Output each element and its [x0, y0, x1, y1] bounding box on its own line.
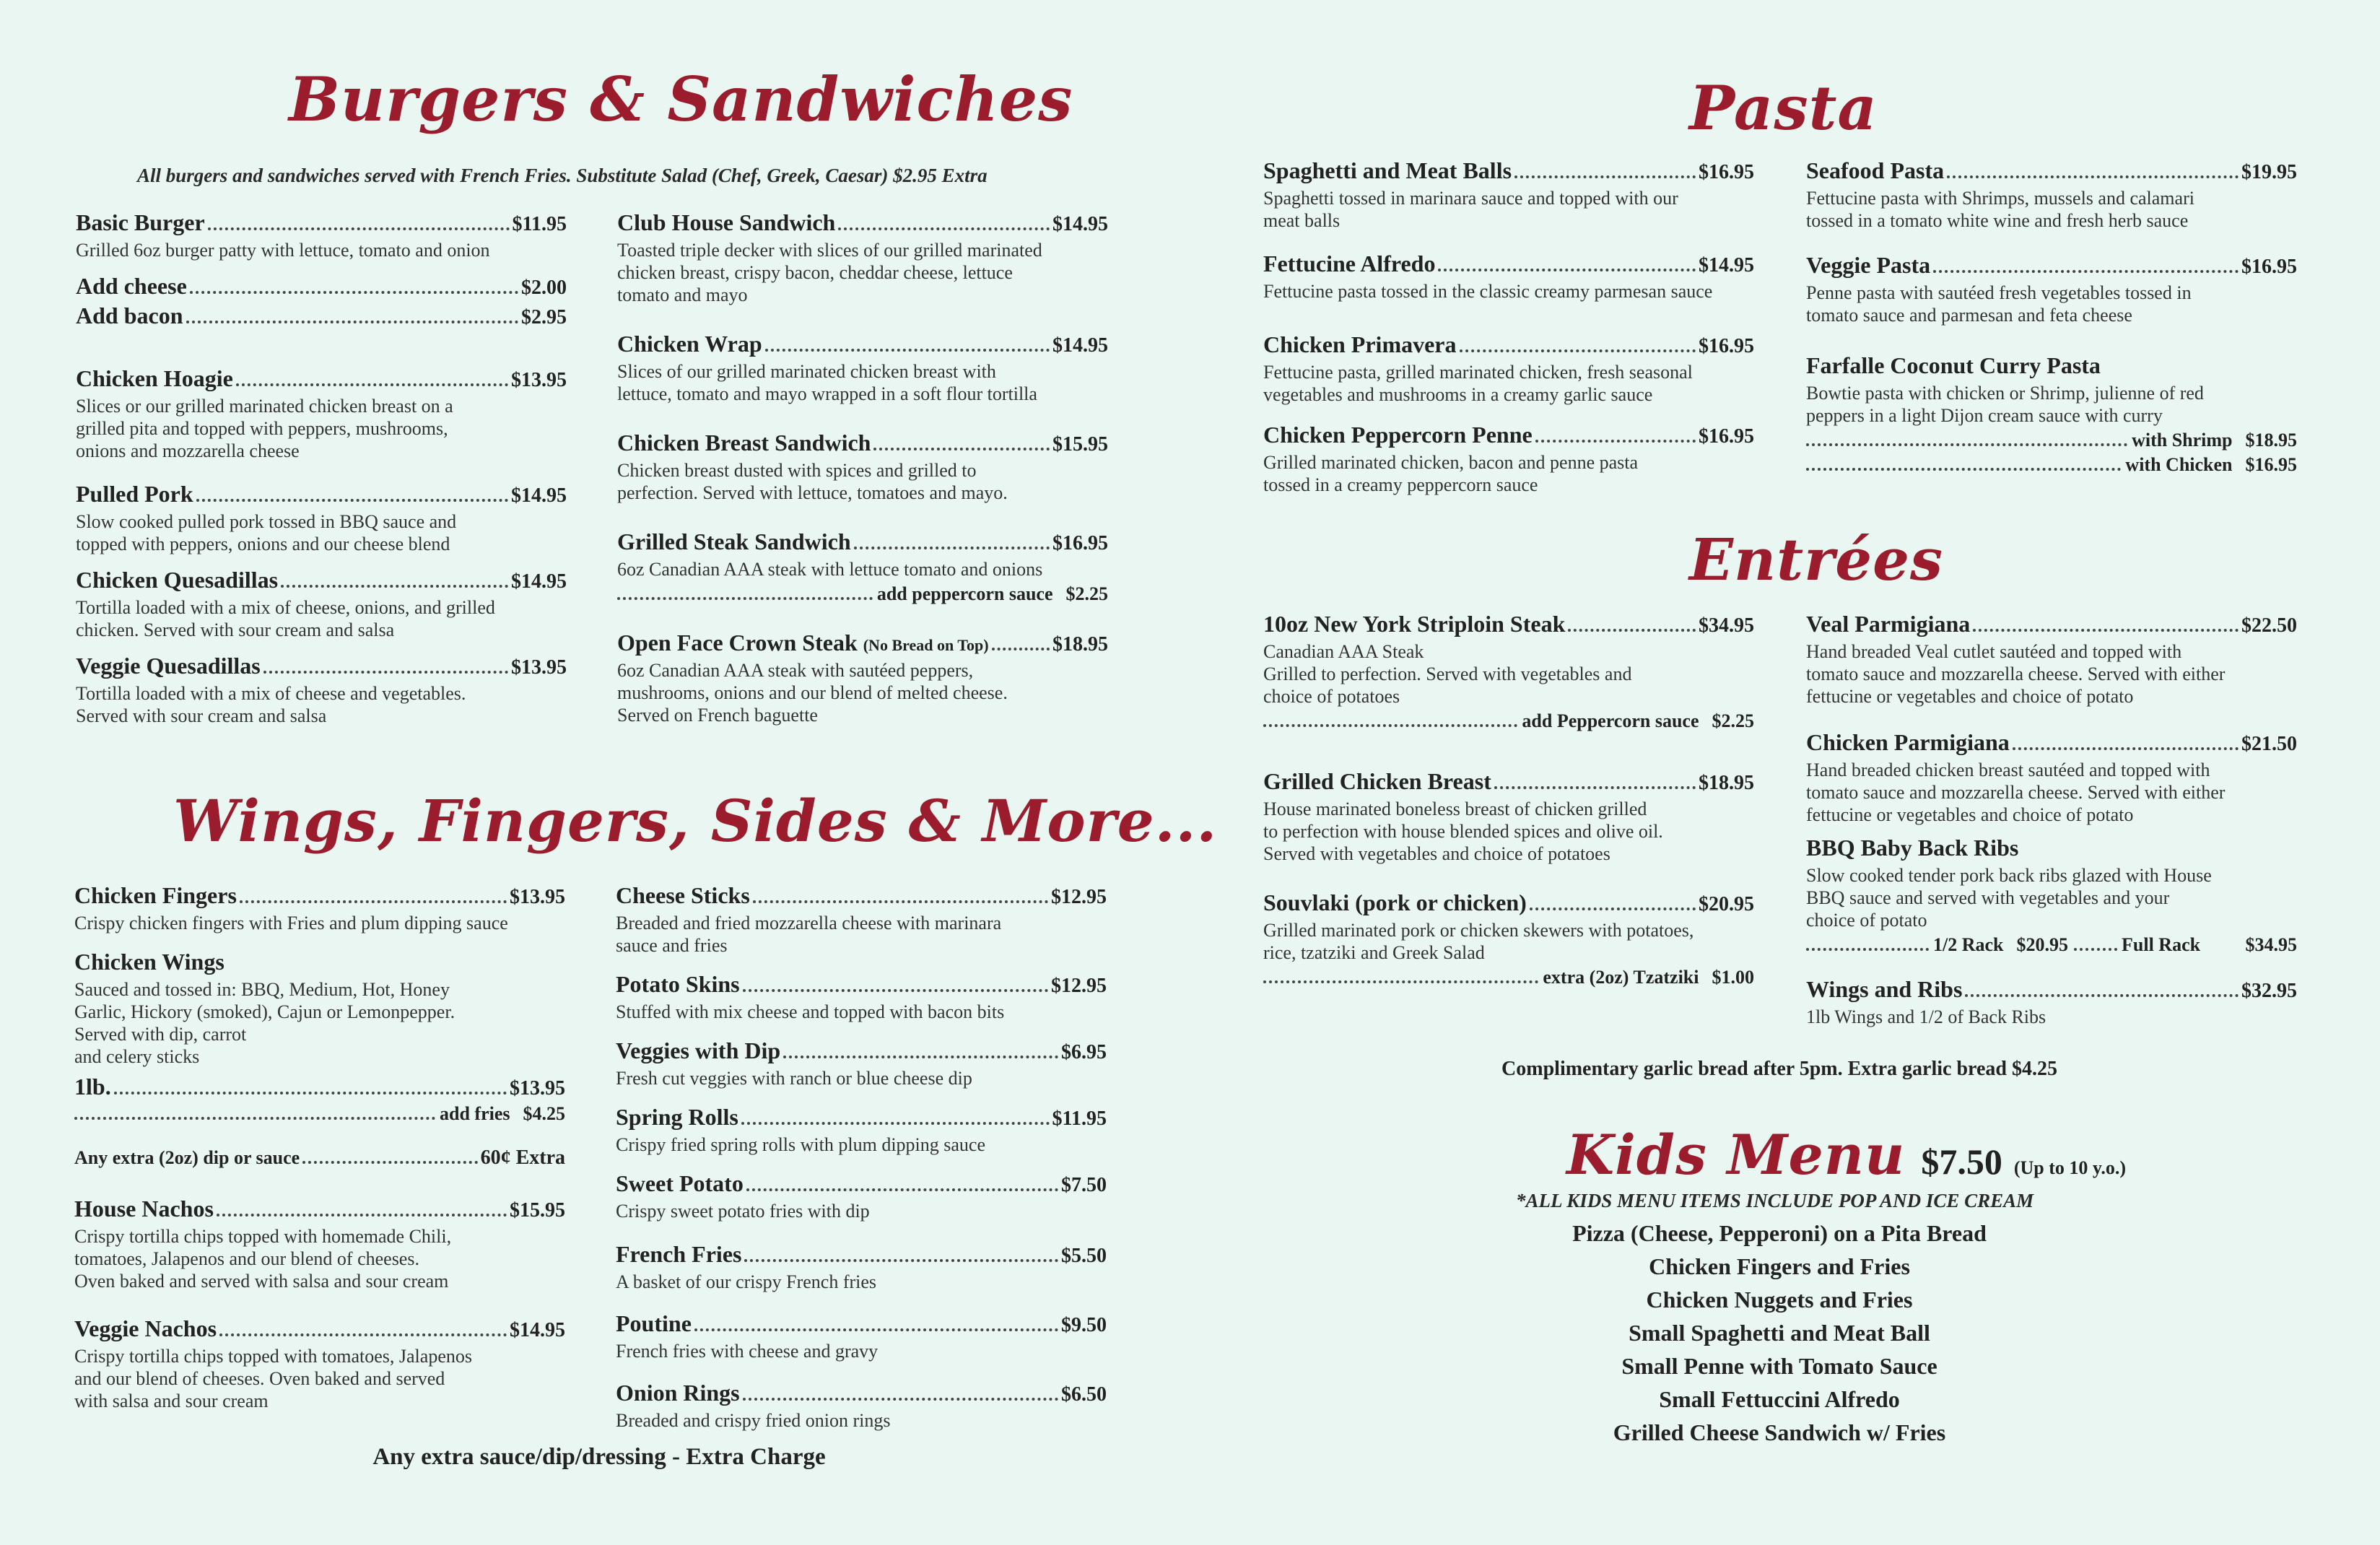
menu-item-description: 6oz Canadian AAA steak with sautéed peppers, mushrooms, onions and our blend of melted cheese. Served on French baguette	[617, 660, 1008, 726]
menu-item-header	[1263, 889, 1754, 916]
sub-option-label: with Shrimp	[2132, 430, 2233, 451]
menu-item-description: Sauced and tossed in: BBQ, Medium, Hot, Honey Garlic, Hickory (smoked), Cajun or Lemonpepper. Served with dip, carrot and celery sticks	[74, 979, 455, 1067]
menu-item-name: Grilled Chicken Breast	[1263, 768, 1491, 794]
dot-leader	[1438, 269, 1696, 271]
dot-leader	[1514, 175, 1696, 178]
dot-leader	[186, 321, 519, 323]
menu-item-name: Chicken Quesadillas	[76, 567, 279, 593]
menu-item-description: Hand breaded chicken breast sautéed and topped with tomato sauce and mozzarella cheese. Served with either fettucine or vegetables and choice of potato	[1806, 760, 2226, 825]
menu-item-name: Chicken Hoagie	[76, 365, 233, 391]
menu-item-name: Open Face Crown Steak	[617, 630, 858, 656]
menu-item-description: Crispy tortilla chips topped with homemade Chili, tomatoes, Jalapenos and our blend of cheeses. Oven baked and served with salsa and sour cream	[74, 1226, 452, 1292]
menu-item-header	[74, 1074, 565, 1100]
menu-item-price: $34.95	[1699, 614, 1754, 637]
dot-leader	[1965, 994, 2239, 997]
menu-item-description: Stuffed with mix cheese and topped with bacon bits	[616, 1001, 1005, 1022]
menu-item-wings-and-ribs	[1806, 976, 2297, 1028]
dot-leader	[753, 900, 1048, 903]
menu-item-price: $18.95	[1699, 772, 1754, 794]
menu-item-header	[617, 630, 1108, 656]
kids-menu-item: Small Fettuccini Alfredo	[1659, 1386, 1900, 1412]
menu-item-description: Crispy chicken fingers with Fries and plum dipping sauce	[74, 913, 508, 933]
menu-item-description: Crispy fried spring rolls with plum dipping sauce	[616, 1134, 986, 1155]
entrees-left-column	[1263, 611, 1754, 988]
half-rack-label: 1/2 Rack	[1933, 934, 2004, 955]
menu-item-header	[617, 430, 1108, 456]
menu-item-header	[1263, 768, 1754, 795]
menu-item-name: Chicken Wings	[74, 949, 225, 975]
menu-item-name: Basic Burger	[76, 209, 205, 235]
menu-item-description: Penne pasta with sautéed fresh vegetables tossed in tomato sauce and parmesan and feta cheese	[1806, 282, 2192, 326]
dot-leader	[992, 648, 1050, 650]
menu-item-price: $16.95	[1699, 425, 1754, 448]
menu-item-description: House marinated boneless breast of chicken grilled to perfection with house blended spices and olive oil. Served with vegetables and choice of potatoes	[1263, 798, 1663, 864]
menu-item-header	[74, 949, 565, 975]
dot-leader	[217, 1214, 507, 1217]
menu-item-header	[617, 209, 1108, 236]
menu-item-open-face-crown-steak	[617, 630, 1108, 726]
menu-item-price: $15.95	[510, 1199, 565, 1222]
pasta-left-column	[1263, 157, 1754, 496]
menu-item-price: $5.50	[1061, 1245, 1107, 1267]
menu-item-price: $14.95	[1699, 254, 1754, 277]
menu-item-price: $16.95	[2241, 256, 2297, 278]
menu-item-description: Fettucine pasta with Shrimps, mussels and calamari tossed in a tomato white wine and fresh herb sauce	[1806, 188, 2194, 231]
pasta-right-column	[1806, 157, 2297, 476]
menu-item-veggie-nachos	[74, 1315, 565, 1412]
dot-leader	[838, 227, 1050, 230]
menu-item-name: 1lb.	[74, 1074, 111, 1100]
menu-item-description: Tortilla loaded with a mix of cheese, onions, and grilled chicken. Served with sour cream and salsa	[76, 597, 495, 640]
menu-item-name: House Nachos	[74, 1196, 214, 1222]
menu-item-spring-rolls	[616, 1104, 1107, 1156]
dot-leader	[219, 1333, 507, 1336]
menu-item-name: Chicken Wrap	[617, 331, 762, 357]
dot-leader	[694, 1328, 1058, 1331]
menu-item-fettucine-alfredo	[1263, 251, 1754, 303]
menu-item-header	[74, 1315, 565, 1342]
menu-item-description: A basket of our crispy French fries	[616, 1271, 877, 1292]
dot-leader	[1806, 948, 1929, 951]
menu-item-price: $13.95	[511, 369, 567, 391]
menu-item-header	[1263, 422, 1754, 448]
menu-item-basic-burger	[76, 209, 567, 261]
menu-item-price: $16.95	[1699, 161, 1754, 183]
menu-item-add-bacon	[76, 303, 567, 329]
menu-item-any-extra-2oz-dip-or-sauce	[74, 1146, 565, 1170]
menu-item-name: Add cheese	[76, 273, 187, 299]
kids-menu-item: Small Spaghetti and Meat Ball	[1629, 1320, 1930, 1346]
sub-option-price: $16.95	[2245, 454, 2297, 475]
menu-item-name: Onion Rings	[616, 1380, 740, 1406]
menu-item-description: 1lb Wings and 1/2 of Back Ribs	[1806, 1006, 2046, 1027]
sub-option-label: add peppercorn sauce	[876, 583, 1053, 604]
dot-leader	[765, 349, 1050, 352]
menu-item-spaghetti-and-meat-balls	[1263, 157, 1754, 232]
dot-leader	[1263, 724, 1517, 727]
wings-left-column	[74, 882, 565, 1412]
menu-item-description: Grilled 6oz burger patty with lettuce, tomato and onion	[76, 240, 490, 261]
menu-item-header	[1263, 251, 1754, 277]
menu-item-name: BBQ Baby Back Ribs	[1806, 835, 2019, 861]
dot-leader	[1535, 440, 1696, 443]
sub-option-price: $2.25	[1712, 710, 1754, 731]
menu-item-price: $12.95	[1051, 975, 1107, 997]
dot-leader	[190, 291, 518, 294]
menu-item-description: Hand breaded Veal cutlet sautéed and topped with tomato sauce and mozzarella cheese. Served with either fettucine or vegetables and choice of potato	[1806, 641, 2226, 707]
dot-leader	[743, 1398, 1058, 1401]
dot-leader	[240, 900, 507, 903]
sub-option	[1806, 454, 2297, 476]
wings-footer: Any extra sauce/dip/dressing - Extra Charge	[372, 1444, 826, 1470]
dot-leader	[114, 1092, 507, 1094]
menu-item-name: Veggies with Dip	[616, 1037, 781, 1063]
menu-item-chicken-primavera	[1263, 331, 1754, 406]
menu-item-chicken-breast-sandwich	[617, 430, 1108, 504]
menu-item-header	[74, 1146, 565, 1170]
menu-item-name: Any extra (2oz) dip or sauce	[74, 1147, 300, 1168]
menu-item-price: $16.95	[1052, 532, 1108, 554]
burgers-right-column	[617, 209, 1108, 726]
sub-option-label: extra (2oz) Tzatziki	[1543, 967, 1699, 988]
menu-item-chicken-quesadillas	[76, 567, 567, 641]
menu-item-description: Fettucine pasta, grilled marinated chicken, fresh seasonal vegetables and mushrooms in a creamy garlic sauce	[1263, 362, 1693, 405]
menu-item-club-house-sandwich	[617, 209, 1108, 306]
menu-item-veal-parmigiana	[1806, 611, 2297, 708]
menu-item-description: Bowtie pasta with chicken or Shrimp, julienne of red peppers in a light Dijon cream sauce with curry	[1806, 383, 2204, 426]
dot-leader	[743, 989, 1048, 992]
menu-item-french-fries	[616, 1241, 1107, 1293]
menu-item-header	[76, 567, 567, 593]
menu-item-name: Chicken Fingers	[74, 882, 237, 908]
menu-item-bbq-baby-back-ribs	[1806, 835, 2297, 956]
menu-item-seafood-pasta	[1806, 157, 2297, 232]
menu-item-header	[76, 653, 567, 679]
dot-leader	[2013, 747, 2239, 750]
menu-item-name: 10oz New York Striploin Steak	[1263, 611, 1566, 637]
menu-item-header	[1806, 729, 2297, 756]
menu-item-description: Breaded and crispy fried onion rings	[616, 1410, 891, 1431]
dot-leader	[783, 1056, 1058, 1058]
menu-item-header	[1806, 157, 2297, 184]
menu-item-header	[1806, 252, 2297, 279]
dot-leader	[1494, 786, 1696, 789]
burgers-note: All burgers and sandwiches served with French Fries. Substitute Salad (Chef, Greek, Caesar) $2.95 Extra	[137, 165, 988, 186]
menu-item-price: $14.95	[511, 484, 567, 507]
dot-leader	[263, 671, 508, 674]
menu-item-description: Slices of our grilled marinated chicken breast with lettuce, tomato and mayo wrapped in a soft flour tortilla	[617, 361, 1037, 404]
menu-item-name-note: (No Bread on Top)	[863, 636, 989, 654]
menu-item-header	[76, 303, 567, 329]
menu-item-price: $15.95	[1052, 433, 1108, 456]
dot-leader	[741, 1122, 1050, 1125]
menu-item-header	[616, 971, 1107, 998]
menu-item-price: $14.95	[511, 570, 567, 593]
menu-item-description: Toasted triple decker with slices of our grilled marinated chicken breast, crispy bacon, cheddar cheese, lettuce tomato and mayo	[617, 240, 1042, 305]
menu-item-grilled-chicken-breast	[1263, 768, 1754, 865]
menu-item-chicken-wrap	[617, 331, 1108, 405]
sub-option	[1806, 430, 2297, 451]
menu-item-price: $32.95	[2241, 980, 2297, 1002]
menu-item-name: Add bacon	[76, 303, 183, 328]
kids-title: Kids Menu	[1566, 1123, 1906, 1187]
entrees-title: Entrées	[1689, 526, 1944, 593]
menu-item-header	[76, 209, 567, 236]
menu-item-description: 6oz Canadian AAA steak with lettuce tomato and onions	[617, 559, 1043, 580]
dot-leader	[1933, 270, 2239, 273]
kids-menu-item: Chicken Fingers and Fries	[1649, 1253, 1910, 1279]
sub-option	[1263, 967, 1754, 988]
menu-item-header	[76, 481, 567, 508]
menu-item-chicken-wings	[74, 949, 565, 1068]
menu-item-header	[616, 1380, 1107, 1406]
menu-item-description: Crispy tortilla chips topped with tomatoes, Jalapenos and our blend of cheeses. Oven baked and served with salsa and sour cream	[74, 1346, 472, 1411]
menu-item-name: Pulled Pork	[76, 481, 193, 507]
menu-item-price: $19.95	[2241, 161, 2297, 183]
menu-item-description: Grilled marinated chicken, bacon and penne pasta tossed in a creamy peppercorn sauce	[1263, 452, 1639, 495]
menu-item-price: $2.95	[521, 306, 567, 328]
menu-item-description: Slow cooked pulled pork tossed in BBQ sauce and topped with peppers, onions and our cheese blend	[76, 511, 457, 554]
menu-item-price: $9.50	[1061, 1314, 1107, 1336]
menu-item-veggies-with-dip	[616, 1037, 1107, 1089]
menu-item-description: Grilled marinated pork or chicken skewers with potatoes, rice, tzatziki and Greek Salad	[1263, 920, 1694, 963]
dot-leader	[1530, 908, 1696, 910]
kids-menu-item: Grilled Cheese Sandwich w/ Fries	[1613, 1419, 1946, 1445]
menu-item-name: Souvlaki (pork or chicken)	[1263, 889, 1527, 915]
menu-item-sweet-potato	[616, 1170, 1107, 1222]
menu-item-name: Chicken Breast Sandwich	[617, 430, 871, 456]
menu-item-price: $14.95	[1052, 334, 1108, 357]
menu-item-name: Wings and Ribs	[1806, 976, 1963, 1002]
menu-item-name: Seafood Pasta	[1806, 157, 1945, 183]
menu-item-price: $11.95	[512, 213, 567, 235]
menu-item-cheese-sticks	[616, 882, 1107, 957]
menu-item-chicken-parmigiana	[1806, 729, 2297, 826]
menu-item-header	[616, 1037, 1107, 1064]
menu-item-header	[1806, 352, 2297, 379]
menu-item-header	[1263, 157, 1754, 184]
menu-item-header	[1806, 611, 2297, 637]
menu-item-price: $16.95	[1699, 335, 1754, 357]
menu-item-description: Fresh cut veggies with ranch or blue cheese dip	[616, 1068, 972, 1089]
menu-item-name: Veggie Quesadillas	[76, 653, 261, 679]
kids-age: (Up to 10 y.o.)	[2013, 1157, 2127, 1178]
menu-item-price: $21.50	[2241, 733, 2297, 755]
kids-note: *ALL KIDS MENU ITEMS INCLUDE POP AND ICE CREAM	[1516, 1190, 2034, 1211]
menu-item-price: $13.95	[510, 1077, 565, 1100]
menu-item-header	[1806, 976, 2297, 1003]
full-rack-price: $34.95	[2245, 934, 2297, 955]
menu-item-price: $14.95	[510, 1319, 565, 1341]
menu-item-price: 60¢ Extra	[480, 1146, 565, 1169]
menu-item-description: French fries with cheese and gravy	[616, 1341, 879, 1362]
wings-title: Wings, Fingers, Sides & More...	[173, 787, 1218, 855]
menu-item-header	[616, 1170, 1107, 1197]
menu-item-name: Cheese Sticks	[616, 882, 750, 908]
burgers-left-column	[76, 209, 567, 727]
dot-leader	[744, 1259, 1058, 1262]
menu-item-price: $6.95	[1061, 1041, 1107, 1063]
dot-leader	[236, 383, 508, 386]
menu-item-header	[74, 1196, 565, 1222]
menu-item-price: $14.95	[1052, 213, 1108, 235]
wings-right-column	[616, 882, 1107, 1432]
dot-leader	[1947, 175, 2239, 178]
menu-item-description: Fettucine pasta tossed in the classic creamy parmesan sauce	[1263, 281, 1713, 302]
menu-item-header	[74, 882, 565, 909]
dot-leader	[2074, 948, 2117, 951]
dot-leader	[854, 547, 1050, 549]
dot-leader	[873, 448, 1050, 451]
menu-item-price: $12.95	[1051, 886, 1107, 908]
menu-item-name: Veggie Pasta	[1806, 252, 1931, 278]
menu-item-10oz-new-york-striploin-steak	[1263, 611, 1754, 732]
dot-leader	[196, 499, 508, 502]
menu-item-description: Tortilla loaded with a mix of cheese and vegetables. Served with sour cream and salsa	[76, 683, 466, 726]
menu-item-name: Poutine	[616, 1310, 692, 1336]
dot-leader	[1568, 629, 1696, 632]
dot-leader	[1973, 629, 2239, 632]
menu-item-name: Potato Skins	[616, 971, 740, 997]
sub-option-price: $2.25	[1065, 583, 1108, 604]
menu-item-price: $2.00	[521, 277, 567, 299]
menu-item-header	[616, 882, 1107, 909]
menu-item-price: $7.50	[1061, 1174, 1107, 1196]
sub-option-price: $4.25	[523, 1103, 565, 1124]
menu-item-name: Fettucine Alfredo	[1263, 251, 1436, 277]
menu-item-poutine	[616, 1310, 1107, 1362]
menu-item-header	[616, 1104, 1107, 1131]
menu-item-description: Canadian AAA Steak Grilled to perfection. Served with vegetables and choice of potatoes	[1263, 641, 1632, 707]
dot-leader	[302, 1161, 477, 1164]
menu-item-description: Slices or our grilled marinated chicken breast on a grilled pita and topped with peppers, mushrooms, onions and mozzarella cheese	[76, 396, 453, 461]
kids-header	[1566, 1123, 2126, 1187]
menu-item-name: Spring Rolls	[616, 1104, 738, 1130]
kids-menu-item: Small Penne with Tomato Sauce	[1621, 1353, 1937, 1379]
sub-option	[1263, 710, 1754, 732]
dot-leader	[617, 597, 873, 600]
menu-item-description: Slow cooked tender pork back ribs glazed with House BBQ sauce and served with vegetables and your choice of potato	[1806, 865, 2212, 931]
kids-price: $7.50	[1921, 1141, 2002, 1182]
entrees-footer: Complimentary garlic bread after 5pm. Extra garlic bread $4.25	[1501, 1058, 2057, 1080]
menu-item-header	[76, 273, 567, 300]
menu-item-header	[1806, 835, 2297, 861]
sub-option-label: add fries	[440, 1103, 510, 1124]
menu-item-name: Spaghetti and Meat Balls	[1263, 157, 1512, 183]
pasta-title: Pasta	[1689, 72, 1878, 144]
sub-option-price: $1.00	[1712, 967, 1754, 988]
burgers-title: Burgers & Sandwiches	[289, 64, 1073, 135]
menu-item-1lb	[74, 1074, 565, 1125]
dot-leader	[74, 1117, 435, 1120]
kids-menu-item: Pizza (Cheese, Pepperoni) on a Pita Bread	[1572, 1220, 1987, 1246]
dot-leader	[746, 1188, 1058, 1191]
menu-item-grilled-steak-sandwich	[617, 528, 1108, 605]
menu-item-add-cheese	[76, 273, 567, 300]
menu-item-header	[1263, 611, 1754, 637]
sub-option	[617, 583, 1108, 605]
menu-item-chicken-peppercorn-penne	[1263, 422, 1754, 496]
menu-item-pulled-pork	[76, 481, 567, 555]
kids-menu-item: Chicken Nuggets and Fries	[1646, 1287, 1913, 1313]
menu-item-price: $13.95	[510, 886, 565, 908]
sub-option	[74, 1103, 565, 1125]
menu-item-chicken-fingers	[74, 882, 565, 934]
kids-items	[1444, 1217, 2115, 1449]
menu-item-chicken-hoagie	[76, 365, 567, 462]
menu-item-name: Farfalle Coconut Curry Pasta	[1806, 352, 2101, 378]
menu-item-name: Veggie Nachos	[74, 1315, 217, 1341]
menu-item-name: Club House Sandwich	[617, 209, 836, 235]
menu-item-header	[616, 1241, 1107, 1268]
menu-item-header	[617, 331, 1108, 357]
menu-item-price: $11.95	[1052, 1107, 1107, 1130]
sub-option-price: $18.95	[2245, 430, 2297, 451]
menu-item-veggie-quesadillas	[76, 653, 567, 727]
dot-leader	[1263, 980, 1538, 983]
menu-item-price: $6.50	[1061, 1383, 1107, 1406]
menu-item-souvlaki-pork-or-chicken	[1263, 889, 1754, 988]
menu-item-name: Chicken Parmigiana	[1806, 729, 2010, 755]
dot-leader	[1806, 468, 2121, 471]
menu-item-price: $20.95	[1699, 893, 1754, 915]
menu-item-description: Crispy sweet potato fries with dip	[616, 1201, 870, 1222]
menu-item-name: Chicken Peppercorn Penne	[1263, 422, 1533, 448]
menu-item-veggie-pasta	[1806, 252, 2297, 326]
half-rack-price: $20.95	[2016, 934, 2068, 955]
menu-item-name: Sweet Potato	[616, 1170, 744, 1196]
sub-option-label: add Peppercorn sauce	[1522, 710, 1699, 731]
menu-item-header	[76, 365, 567, 392]
dot-leader	[1460, 349, 1696, 352]
entrees-right-column	[1806, 611, 2297, 1028]
menu-item-potato-skins	[616, 971, 1107, 1023]
menu-item-description: Chicken breast dusted with spices and grilled to perfection. Served with lettuce, tomatoes and mayo.	[617, 460, 1008, 503]
sub-option-label: with Chicken	[2125, 454, 2233, 475]
dot-leader	[1806, 443, 2127, 446]
ribs-options	[1806, 934, 2297, 956]
menu-item-farfalle-coconut-curry-pasta	[1806, 352, 2297, 476]
menu-item-header	[617, 528, 1108, 555]
menu-item-price: $13.95	[511, 656, 567, 679]
menu-item-price: $18.95	[1052, 633, 1108, 656]
full-rack-label: Full Rack	[2122, 934, 2201, 955]
menu-item-name: French Fries	[616, 1241, 742, 1267]
menu-item-header	[616, 1310, 1107, 1337]
menu-item-name: Grilled Steak Sandwich	[617, 528, 851, 554]
menu-item-name: Chicken Primavera	[1263, 331, 1457, 357]
menu-item-house-nachos	[74, 1196, 565, 1292]
menu-item-description: Breaded and fried mozzarella cheese with marinara sauce and fries	[616, 913, 1002, 956]
menu-item-onion-rings	[616, 1380, 1107, 1432]
menu-item-name: Veal Parmigiana	[1806, 611, 1971, 637]
menu-item-description: Spaghetti tossed in marinara sauce and topped with our meat balls	[1263, 188, 1678, 231]
dot-leader	[281, 585, 508, 588]
dot-leader	[208, 227, 510, 230]
menu-item-header	[1263, 331, 1754, 358]
menu-item-price: $22.50	[2241, 614, 2297, 637]
